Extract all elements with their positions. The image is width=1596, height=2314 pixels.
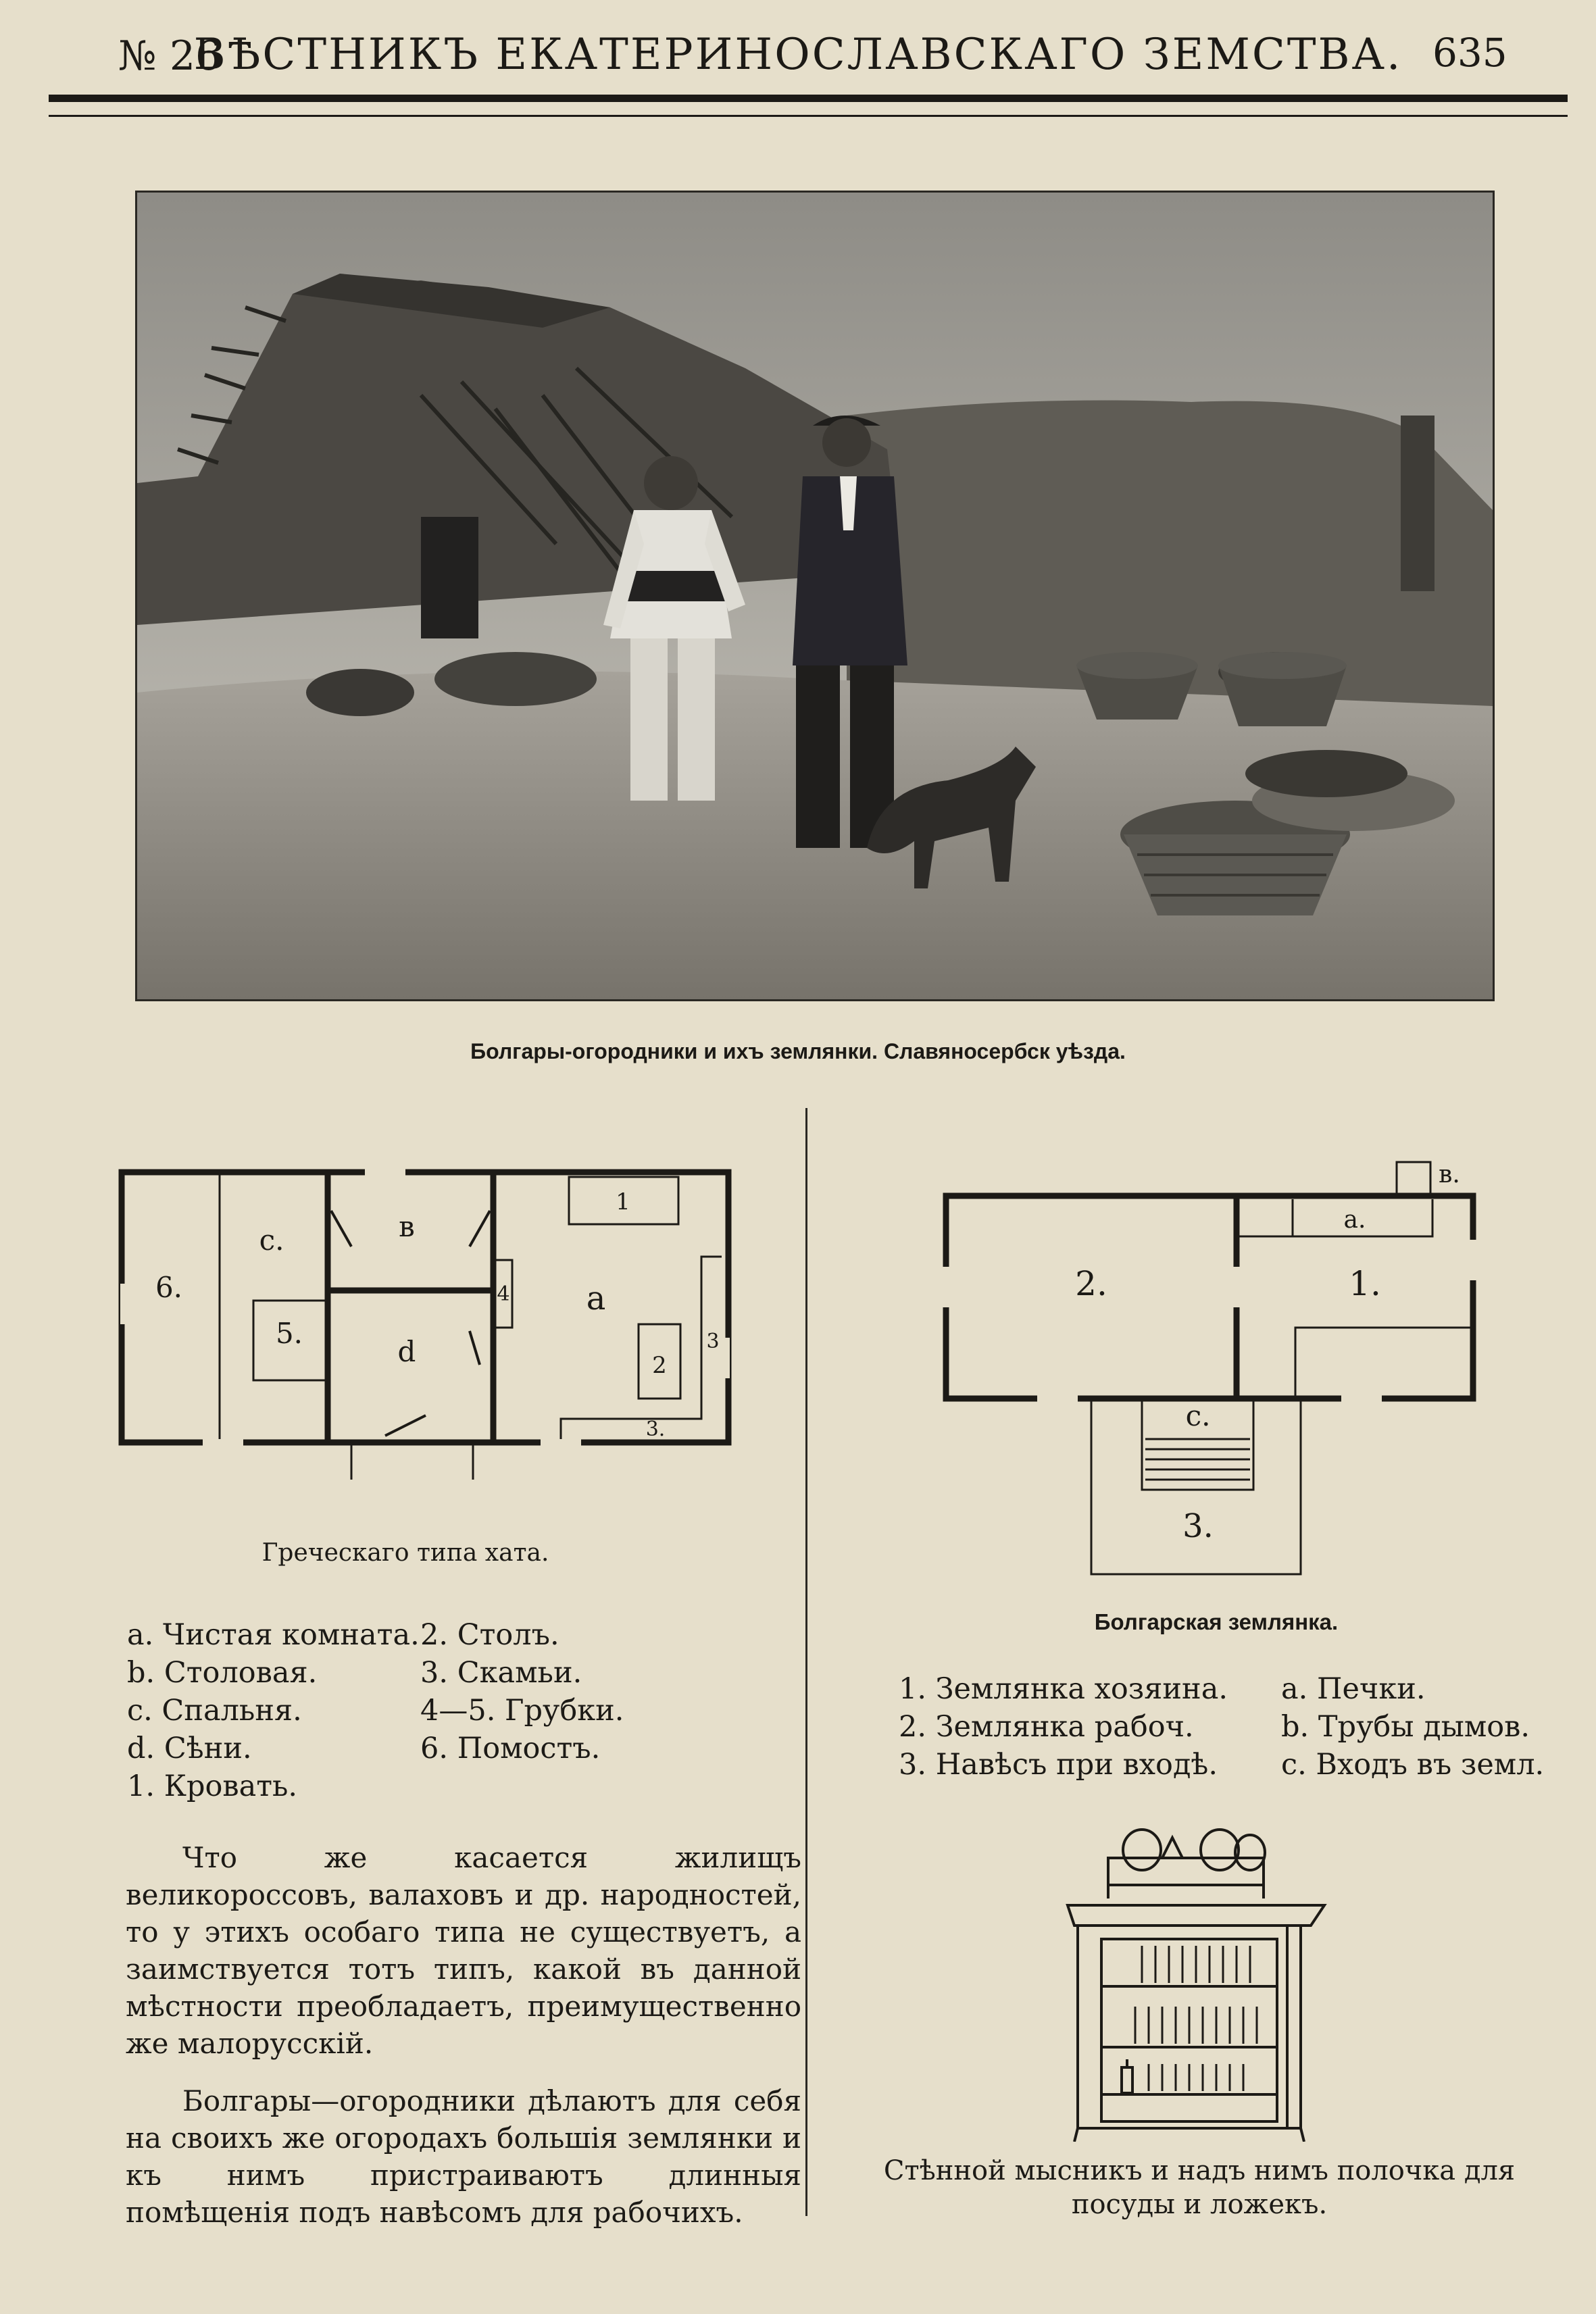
plan1-label-a: а: [586, 1280, 606, 1317]
paragraph: Болгары—огородники дѣлаютъ для себя на своихъ же огородахъ большія землянки и къ нимъ пристраиваютъ длинныя помѣщенія подъ навѣсомъ для рабочихъ.: [126, 2084, 801, 2229]
bulgarian-legend-col2: [1281, 1670, 1544, 1784]
plan2-label-1: 1.: [1349, 1264, 1381, 1303]
plan2-label-3: 3.: [1182, 1507, 1214, 1545]
legend-item: 6. Помостъ.: [420, 1732, 601, 1765]
legend-item: b. Столовая.: [127, 1656, 318, 1690]
greek-house-plan: [115, 1162, 737, 1480]
greek-legend-col1: [127, 1616, 420, 1805]
legend-item: 4—5. Грубки.: [420, 1694, 624, 1728]
photo-caption: Болгары-огородники и ихъ землянки. Славяносербск уѣзда.: [470, 1039, 1126, 1063]
legend-item: 2. Землянка рабоч.: [899, 1710, 1194, 1744]
bulgarian-dugout-plan: [936, 1145, 1490, 1591]
greek-legend-col2: [420, 1616, 624, 1767]
legend-item: 1. Землянка хозяина.: [899, 1672, 1228, 1706]
bulgarian-legend-col1: [899, 1670, 1228, 1784]
issue-number: № 26: [118, 32, 222, 80]
cupboard-caption: Стѣнной мысникъ и надъ нимъ полочка для посуды и ложекъ.: [883, 2155, 1516, 2220]
legend-item: a. Чистая комната.: [127, 1618, 420, 1652]
plan2-label-c: с.: [1185, 1399, 1211, 1432]
photograph: [135, 191, 1495, 1001]
plan1-label-2: 2: [652, 1352, 667, 1379]
plan2-label-2: 2.: [1075, 1264, 1107, 1303]
plan1-label-d: d: [397, 1335, 416, 1368]
legend-item: 1. Кровать.: [127, 1769, 298, 1803]
plan1-label-3-bottom: 3.: [645, 1417, 666, 1441]
plan2-label-a: а.: [1343, 1206, 1366, 1234]
legend-item: 3. Навѣсъ при входѣ.: [899, 1748, 1218, 1782]
plan2-label-v: в.: [1439, 1161, 1460, 1188]
column-divider: [805, 1108, 807, 2216]
paragraph: Что же касается жилищъ великороссовъ, валаховъ и др. народностей, то у этихъ особаго типа не существуетъ, а заимствуется тотъ типъ, какой въ данной мѣстности преобладаетъ, преимущественно же малорусскій.: [126, 1841, 801, 2060]
legend-item: b. Трубы дымов.: [1281, 1710, 1530, 1744]
legend-item: c. Спальня.: [127, 1694, 302, 1728]
header-rule-thick: [49, 95, 1568, 102]
plan1-label-c: с.: [259, 1224, 284, 1257]
page-number: 635: [1432, 30, 1507, 76]
plan1-label-6: 6.: [155, 1271, 183, 1304]
greek-plan-caption: Греческаго типа хата.: [261, 1539, 549, 1567]
photo-illustration: [137, 193, 1493, 999]
header-rule-thin: [49, 115, 1568, 117]
legend-item: с. Входъ въ земл.: [1281, 1748, 1545, 1782]
plan1-label-1: 1: [616, 1188, 630, 1215]
wall-cupboard-drawing: [1054, 1824, 1351, 2142]
journal-title: ВѢСТНИКЪ ЕКАТЕРИНОСЛАВСКАГО ЗЕМСТВА.: [193, 30, 1403, 80]
legend-item: d. Сѣни.: [127, 1732, 252, 1765]
legend-item: 2. Столъ.: [420, 1618, 559, 1652]
plan1-label-3-right: 3: [706, 1330, 720, 1353]
bulgarian-plan-caption: Болгарская землянка.: [1094, 1609, 1339, 1634]
plan1-label-4: 4: [497, 1282, 510, 1306]
plan1-label-b: в: [399, 1210, 415, 1243]
plan1-label-5: 5.: [275, 1317, 303, 1350]
legend-item: 3. Скамьи.: [420, 1656, 582, 1690]
body-text: [126, 1839, 801, 2251]
legend-item: а. Печки.: [1281, 1672, 1426, 1706]
